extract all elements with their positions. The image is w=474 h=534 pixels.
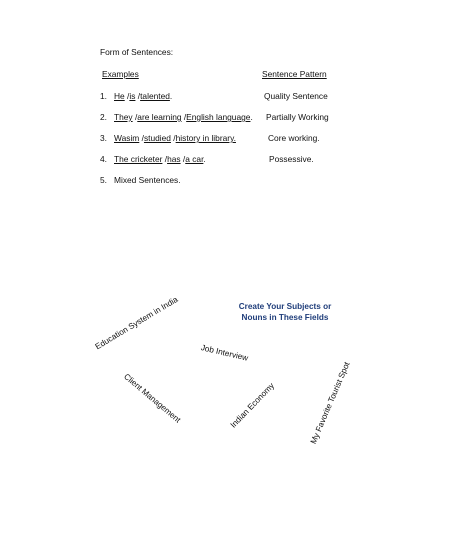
object-part: talented bbox=[140, 91, 170, 101]
row-number: 1. bbox=[100, 91, 107, 101]
sentence-row bbox=[100, 112, 253, 122]
topic-indian-economy: Indian Economy bbox=[228, 381, 277, 430]
hint-line-2: Nouns in These Fields bbox=[241, 313, 329, 322]
separator: / bbox=[124, 91, 130, 101]
verb-part: is bbox=[129, 91, 136, 101]
sentence-end: . bbox=[250, 112, 253, 122]
separator: / bbox=[170, 133, 176, 143]
row-number: 5. bbox=[100, 175, 107, 185]
fields-hint bbox=[225, 301, 345, 323]
topic-favorite-tourist-spot: My Favorite Tourist Spot bbox=[308, 360, 352, 446]
topic-education-system: Education System in India bbox=[93, 294, 180, 352]
sentence-row bbox=[100, 154, 206, 164]
topic-job-interview: Job Interview bbox=[199, 343, 250, 363]
sentence-pattern: Possessive. bbox=[269, 154, 314, 164]
separator: / bbox=[135, 91, 141, 101]
sentence-row bbox=[100, 91, 172, 101]
page-heading: Form of Sentences: bbox=[100, 47, 174, 57]
verb-part: has bbox=[167, 154, 181, 164]
subject-part: They bbox=[114, 112, 133, 122]
subject-part: He bbox=[114, 91, 125, 101]
sentence-row bbox=[100, 133, 236, 143]
sentence-row bbox=[100, 175, 181, 185]
object-part: history in library. bbox=[175, 133, 236, 143]
separator: / bbox=[181, 112, 187, 122]
row-number: 4. bbox=[100, 154, 107, 164]
topic-client-management: Client Management bbox=[122, 372, 183, 425]
sentence-pattern: Quality Sentence bbox=[264, 91, 328, 101]
verb-part: are learning bbox=[137, 112, 182, 122]
sentence-end: . bbox=[169, 91, 173, 101]
sentence-pattern: Partially Working bbox=[266, 112, 329, 122]
pattern-column-header: Sentence Pattern bbox=[262, 69, 327, 79]
separator: / bbox=[180, 154, 186, 164]
sentence-text: Mixed Sentences. bbox=[114, 175, 181, 185]
examples-column-header: Examples bbox=[102, 69, 139, 79]
sentence-pattern: Core working. bbox=[268, 133, 320, 143]
object-part: English language bbox=[186, 112, 251, 122]
object-part: a car bbox=[185, 154, 204, 164]
row-number: 2. bbox=[100, 112, 107, 122]
separator: / bbox=[139, 133, 144, 143]
verb-part: studied bbox=[143, 133, 171, 143]
hint-line-1: Create Your Subjects or bbox=[238, 302, 332, 311]
subject-part: Wasim bbox=[114, 133, 140, 143]
subject-part: The cricketer bbox=[114, 154, 163, 164]
sentence-end: . bbox=[203, 154, 206, 164]
separator: / bbox=[162, 154, 168, 164]
row-number: 3. bbox=[100, 133, 107, 143]
separator: / bbox=[132, 112, 138, 122]
